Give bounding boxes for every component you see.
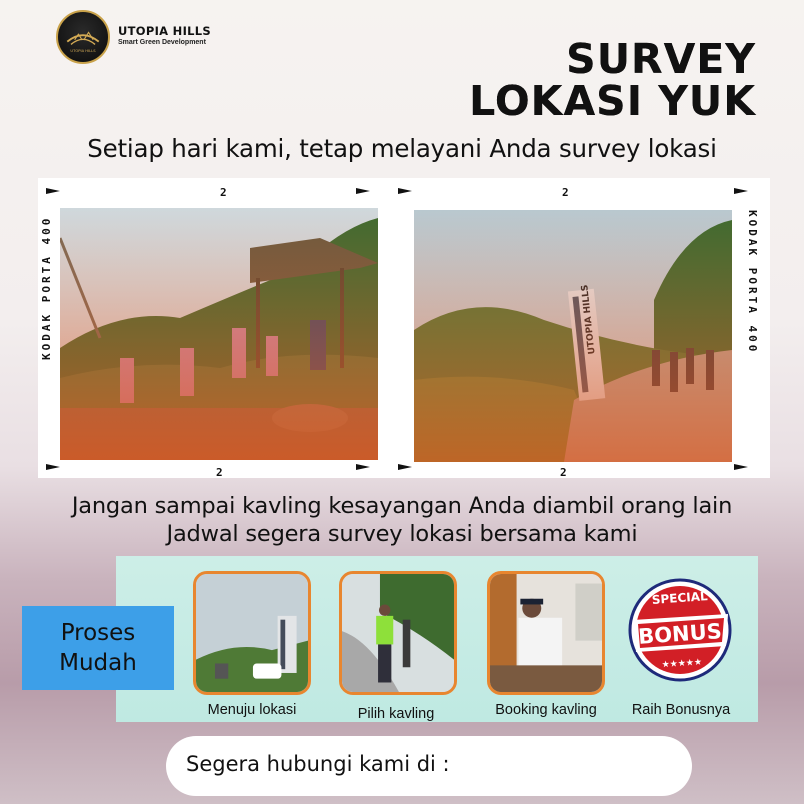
film-side-label: KODAK PORTA 400 bbox=[40, 215, 53, 360]
step-label-pilih-kavling: Pilih kavling bbox=[357, 706, 435, 722]
survey-photo-monument bbox=[414, 210, 732, 462]
title-line-1: SURVEY bbox=[566, 35, 756, 83]
brand-logo bbox=[56, 10, 110, 64]
film-arrow-icon bbox=[734, 188, 748, 194]
svg-text:SPECIAL: SPECIAL bbox=[651, 589, 709, 607]
film-arrow-icon bbox=[356, 188, 370, 194]
frame-number: 2 bbox=[216, 466, 223, 479]
svg-text:★★★★★: ★★★★★ bbox=[661, 657, 703, 671]
svg-text:UTOPIA HILLS: UTOPIA HILLS bbox=[70, 48, 96, 53]
film-arrow-icon bbox=[734, 464, 748, 470]
step-photo-booking-kavling bbox=[487, 571, 605, 695]
survey-photo-hut bbox=[60, 208, 378, 460]
process-title-line-1: Proses bbox=[60, 620, 136, 646]
step-photo-menuju-lokasi bbox=[193, 571, 311, 695]
tagline-line-1: Jangan sampai kavling kesayangan Anda diambil orang lain bbox=[71, 493, 733, 519]
brand-name: UTOPIA HILLS bbox=[118, 24, 212, 38]
special-bonus-badge bbox=[624, 574, 736, 686]
film-arrow-icon bbox=[356, 464, 370, 470]
title-line-2: LOKASI YUK bbox=[469, 77, 756, 125]
contact-text: Segera hubungi kami di : bbox=[186, 752, 450, 776]
step-label-booking-kavling: Booking kavling bbox=[495, 702, 597, 718]
step-label-menuju-lokasi: Menuju lokasi bbox=[207, 702, 297, 718]
svg-text:BONUS: BONUS bbox=[637, 619, 723, 649]
contact-pill[interactable] bbox=[166, 736, 692, 796]
call-to-action-text bbox=[0, 492, 804, 548]
frame-number: 2 bbox=[220, 186, 227, 199]
film-frame-left bbox=[38, 178, 418, 478]
step-label-raih-bonus: Raih Bonusnya bbox=[631, 702, 731, 718]
film-arrow-icon bbox=[46, 188, 60, 194]
frame-number: 2 bbox=[562, 186, 569, 199]
brand-tagline: Smart Green Development bbox=[118, 39, 206, 46]
tagline-line-2: Jadwal segera survey lokasi bersama kami bbox=[166, 521, 638, 547]
film-side-label: KODAK PORTA 400 bbox=[746, 210, 759, 355]
film-arrow-icon bbox=[46, 464, 60, 470]
process-title-line-2: Mudah bbox=[59, 650, 137, 676]
frame-number: 2 bbox=[560, 466, 567, 479]
film-frame-right bbox=[390, 178, 770, 478]
film-arrow-icon bbox=[398, 464, 412, 470]
film-arrow-icon bbox=[398, 188, 412, 194]
subheadline: Setiap hari kami, tetap melayani Anda survey lokasi bbox=[87, 134, 717, 163]
process-title-box bbox=[22, 606, 174, 690]
step-photo-pilih-kavling bbox=[339, 571, 457, 695]
page-title bbox=[469, 35, 756, 125]
